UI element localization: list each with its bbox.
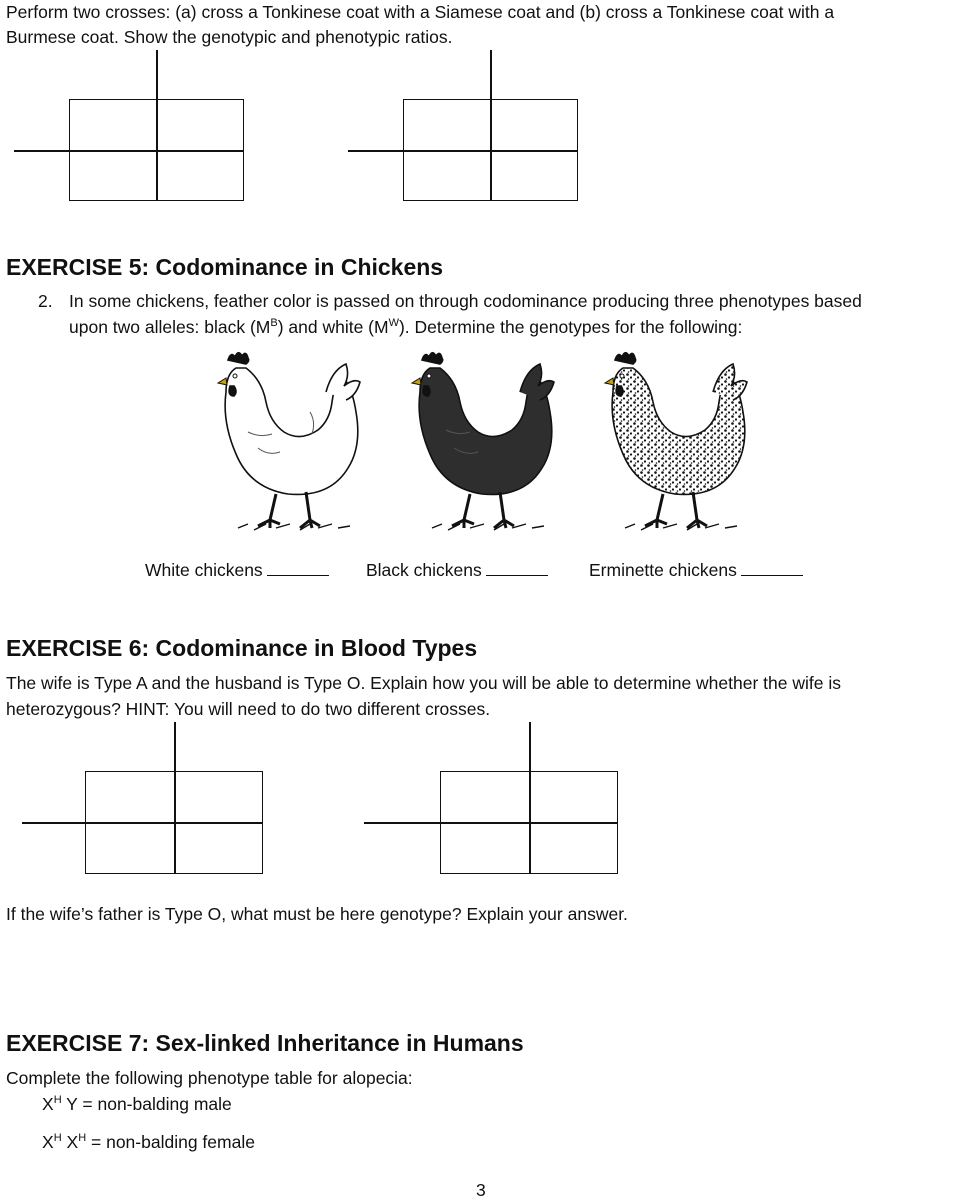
exercise7-heading: EXERCISE 7: Sex-linked Inheritance in Humans <box>6 1030 524 1056</box>
black-chickens-label: Black chickens <box>366 558 548 582</box>
white-chicken-image <box>218 353 360 530</box>
exercise5-line-2: upon two alleles: black $(M^B)$ and white $(M^W)$. Determine the genotypes for the following: <box>69 317 743 337</box>
exercise5-number: 2. <box>38 291 53 311</box>
exercise6-heading: EXERCISE 6: Codominance in Blood Types <box>6 635 478 661</box>
exercise7-row-2: $X^H$ $X^H$ = non-balding female <box>42 1132 255 1152</box>
exercise6-line-2: heterozygous? HINT: You will need to do two different crosses. <box>6 699 491 719</box>
exercise6-question: If the wife’s father is Type O, what must be here genotype? Explain your answer. <box>6 904 628 924</box>
exercise5-line-1: In some chickens, feather color is passed on through codominance producing three phenotypes based <box>69 291 862 311</box>
page-number: 3 <box>476 1180 486 1200</box>
intro-line-1: Perform two crosses: (a) cross a Tonkinese coat with a Siamese coat and (b) cross a Tonkinese coat with a <box>6 2 835 22</box>
exercise7-row-1: $X^H$ Y = non-balding male <box>42 1094 232 1114</box>
exercise7-intro: Complete the following phenotype table for alopecia: <box>6 1068 413 1088</box>
erminette-chickens-answer-blank[interactable] <box>741 561 803 576</box>
exercise6-line-1: The wife is Type A and the husband is Type O. Explain how you will be able to determine whether the wife is <box>6 673 841 693</box>
erminette-chicken-image <box>605 353 747 530</box>
white-chickens-answer-blank[interactable] <box>267 561 329 576</box>
black-chicken-image <box>412 353 554 530</box>
erminette-chickens-label: Erminette chickens <box>589 558 803 582</box>
exercise5-heading: EXERCISE 5: Codominance in Chickens <box>6 254 444 280</box>
intro-line-2: Burmese coat. Show the genotypic and phenotypic ratios. <box>6 27 453 47</box>
white-chickens-label: White chickens <box>145 558 329 582</box>
black-chickens-answer-blank[interactable] <box>486 561 548 576</box>
